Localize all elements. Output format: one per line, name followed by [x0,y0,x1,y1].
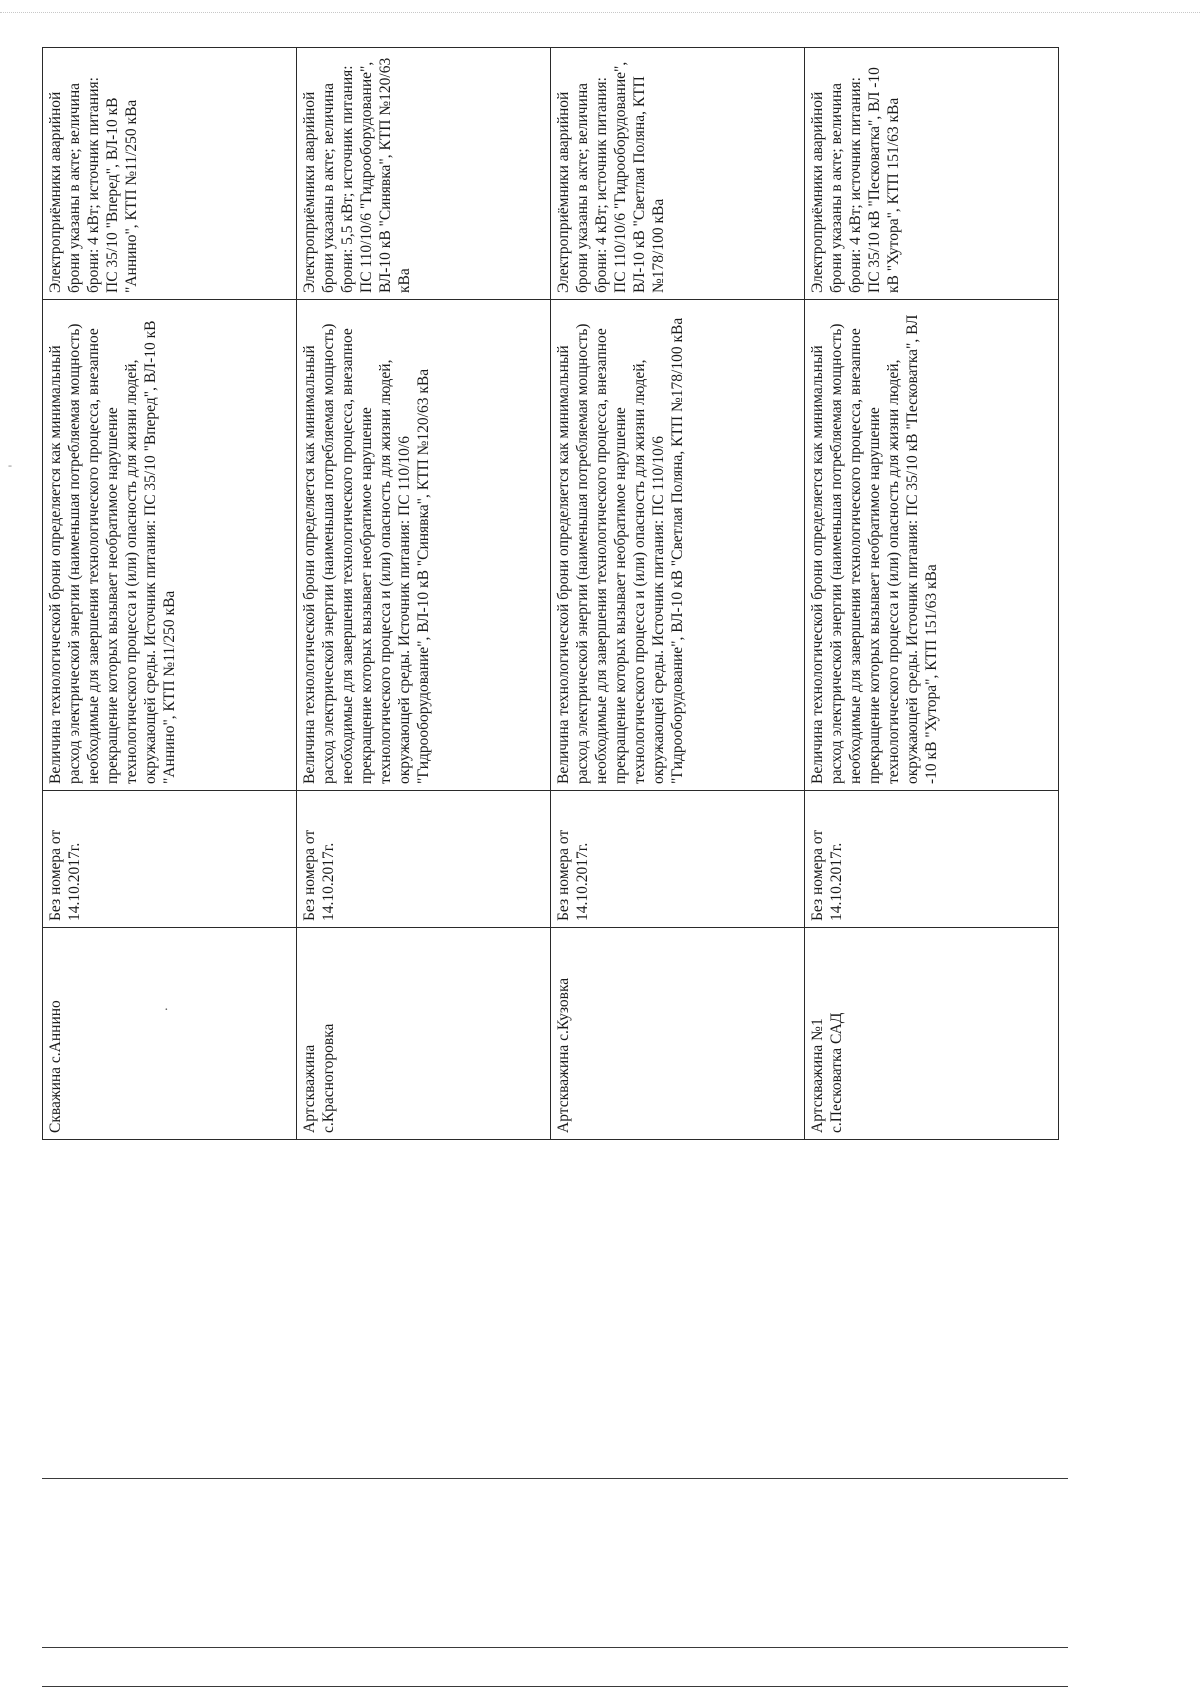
scan-edge-line [0,12,1200,13]
emergency-reserve-cell: Электроприёмники аварийной брони указаны в акте; величина брони: 4 кВт; источник питания: ПС 35/10 кВ "Песковатка", ВЛ -10 кВ "Хутора", КТП 151/63 кВа [805,48,1059,300]
act-cell: Без номера от 14.10.2017г. [551,791,805,928]
table-row [297,48,551,1140]
act-cell: Без номера от 14.10.2017г. [297,791,551,928]
table-row [43,48,297,1140]
tech-reserve-cell: Величина технологической брони определяется как минимальный расход электрической энергии (наименьшая потребляемая мощность) необходимые для завершения технологического процесса, внезапное прекращение которых вызывает необратимое нарушение технологического процесса и (или) опасность для жизни людей, окружающей среды. Источник питания: ПС 110/10/6 "Гидрооборудование", ВЛ-10 кВ "Светлая Поляна, КТП №178/100 кВа [551,300,805,791]
object-name-cell: Артскважина №1 с.Песковатка САД [805,928,1059,1140]
table-row [805,48,1059,1140]
emergency-reserve-cell: Электроприёмники аварийной брони указаны в акте; величина брони: 5,5 кВт; источник питания: ПС 110/10/6 "Гидрооборудование", ВЛ-10 кВ "Синявка", КТП №120/63 кВа [297,48,551,300]
divider-line [42,1478,1068,1479]
stray-dot-mark: · [164,1003,169,1018]
stray-dash-mark: - [8,458,12,472]
divider-line [42,1647,1068,1648]
object-name-cell: Артскважина с.Красногоровка [297,928,551,1140]
act-cell: Без номера от 14.10.2017г. [43,791,297,928]
emergency-reserve-cell: Электроприёмники аварийной брони указаны в акте; величина брони: 4 кВт; источник питания: ПС 110/10/6 "Гидрооборудование", ВЛ-10 кВ "Светлая Поляна, КТП №178/100 кВа [551,48,805,300]
power-reserve-table [42,47,1059,1140]
table-row [551,48,805,1140]
divider-line [42,1686,1068,1687]
tech-reserve-cell: Величина технологической брони определяется как минимальный расход электрической энергии (наименьшая потребляемая мощность) необходимые для завершения технологического процесса, внезапное прекращение которых вызывает необратимое нарушение технологического процесса и (или) опасность для жизни людей, окружающей среды. Источник питания: ПС 110/10/6 "Гидрооборудование", ВЛ-10 кВ "Синявка", КТП №120/63 кВа [297,300,551,791]
object-name-cell: Артскважина с.Кузовка [551,928,805,1140]
act-cell: Без номера от 14.10.2017г. [805,791,1059,928]
rotated-table-container [42,48,1058,1140]
emergency-reserve-cell: Электроприёмники аварийной брони указаны в акте; величина брони: 4 кВт; источник питания: ПС 35/10 "Вперед", ВЛ-10 кВ "Аннино", КТП №11/250 кВа [43,48,297,300]
tech-reserve-cell: Величина технологической брони определяется как минимальный расход электрической энергии (наименьшая потребляемая мощность) необходимые для завершения технологического процесса, внезапное прекращение которых вызывает необратимое нарушение технологического процесса и (или) опасность для жизни людей, окружающей среды. Источник питания: ПС 35/10 "Вперед", ВЛ-10 кВ "Аннино", КТП №11/250 кВа [43,300,297,791]
tech-reserve-cell: Величина технологической брони определяется как минимальный расход электрической энергии (наименьшая потребляемая мощность) необходимые для завершения технологического процесса, внезапное прекращение которых вызывает необратимое нарушение технологического процесса и (или) опасность для жизни людей, окружающей среды. Источник питания: ПС 35/10 кВ "Песковатка", ВЛ -10 кВ "Хутора", КТП 151/63 кВа [805,300,1059,791]
table-frame [42,48,1058,1140]
object-name-cell: Скважина с.Аннино [43,928,297,1140]
